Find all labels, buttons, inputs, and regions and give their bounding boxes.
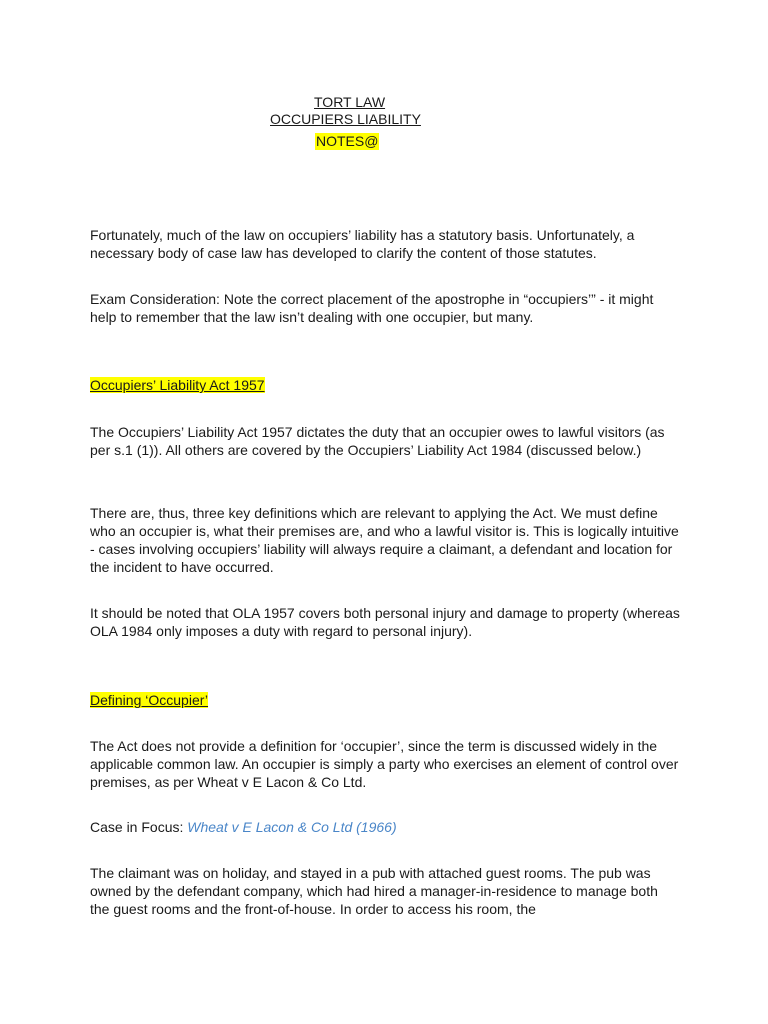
paragraph-intro: Fortunately, much of the law on occupiers’ liability has a statutory basis. Unfortunately, a necessary body of case law has developed to clarify the content of those statutes. (90, 227, 635, 261)
paragraph-ola-duty: The Occupiers’ Liability Act 1957 dictates the duty that an occupier owes to lawful visitors (as per s.1 (1)). All others are covered by the Occupiers’ Liability Act 1984 (discussed below.) (90, 424, 665, 458)
paragraph-scope: It should be noted that OLA 1957 covers both personal injury and damage to property (whereas OLA 1984 only imposes a duty with regard to personal injury). (90, 605, 680, 639)
title-notes: NOTES@ (316, 133, 379, 149)
paragraph-key-definitions: There are, thus, three key definitions which are relevant to applying the Act. We must define who an occupier is, what their premises are, and who a lawful visitor is. This is logically intuitive - cases involving occupiers’ liability will always require a claimant, a defendant and location for the incident to have occurred. (90, 505, 679, 575)
heading-defining-occupier (90, 691, 680, 709)
paragraph-occupier-definition: The Act does not provide a definition for ‘occupier’, since the term is discussed widely in the applicable common law. An occupier is simply a party who exercises an element of control over premises, as per Wheat v E Lacon & Co Ltd. (90, 738, 679, 790)
heading-ola-1957 (90, 376, 680, 394)
title-tort-law: TORT LAW (314, 94, 386, 110)
paragraph-exam-consideration: Exam Consideration: Note the correct placement of the apostrophe in “occupiers’” - it might help to remember that the law isn’t dealing with one occupier, but many. (90, 291, 654, 325)
case-in-focus (90, 818, 680, 836)
heading-ola-1957-text: Occupiers’ Liability Act 1957 (90, 377, 265, 393)
case-name: Wheat v E Lacon & Co Ltd (1966) (187, 819, 397, 835)
heading-defining-occupier-text: Defining ‘Occupier’ (90, 692, 209, 708)
title-occupiers-liability: OCCUPIERS LIABILITY (270, 111, 421, 127)
paragraph-case-facts: The claimant was on holiday, and stayed in a pub with attached guest rooms. The pub was owned by the defendant company, which had hired a manager-in-residence to manage both the guest rooms and the front-of-house. In order to access his room, the (90, 865, 658, 917)
case-in-focus-label: Case in Focus: (90, 819, 188, 835)
